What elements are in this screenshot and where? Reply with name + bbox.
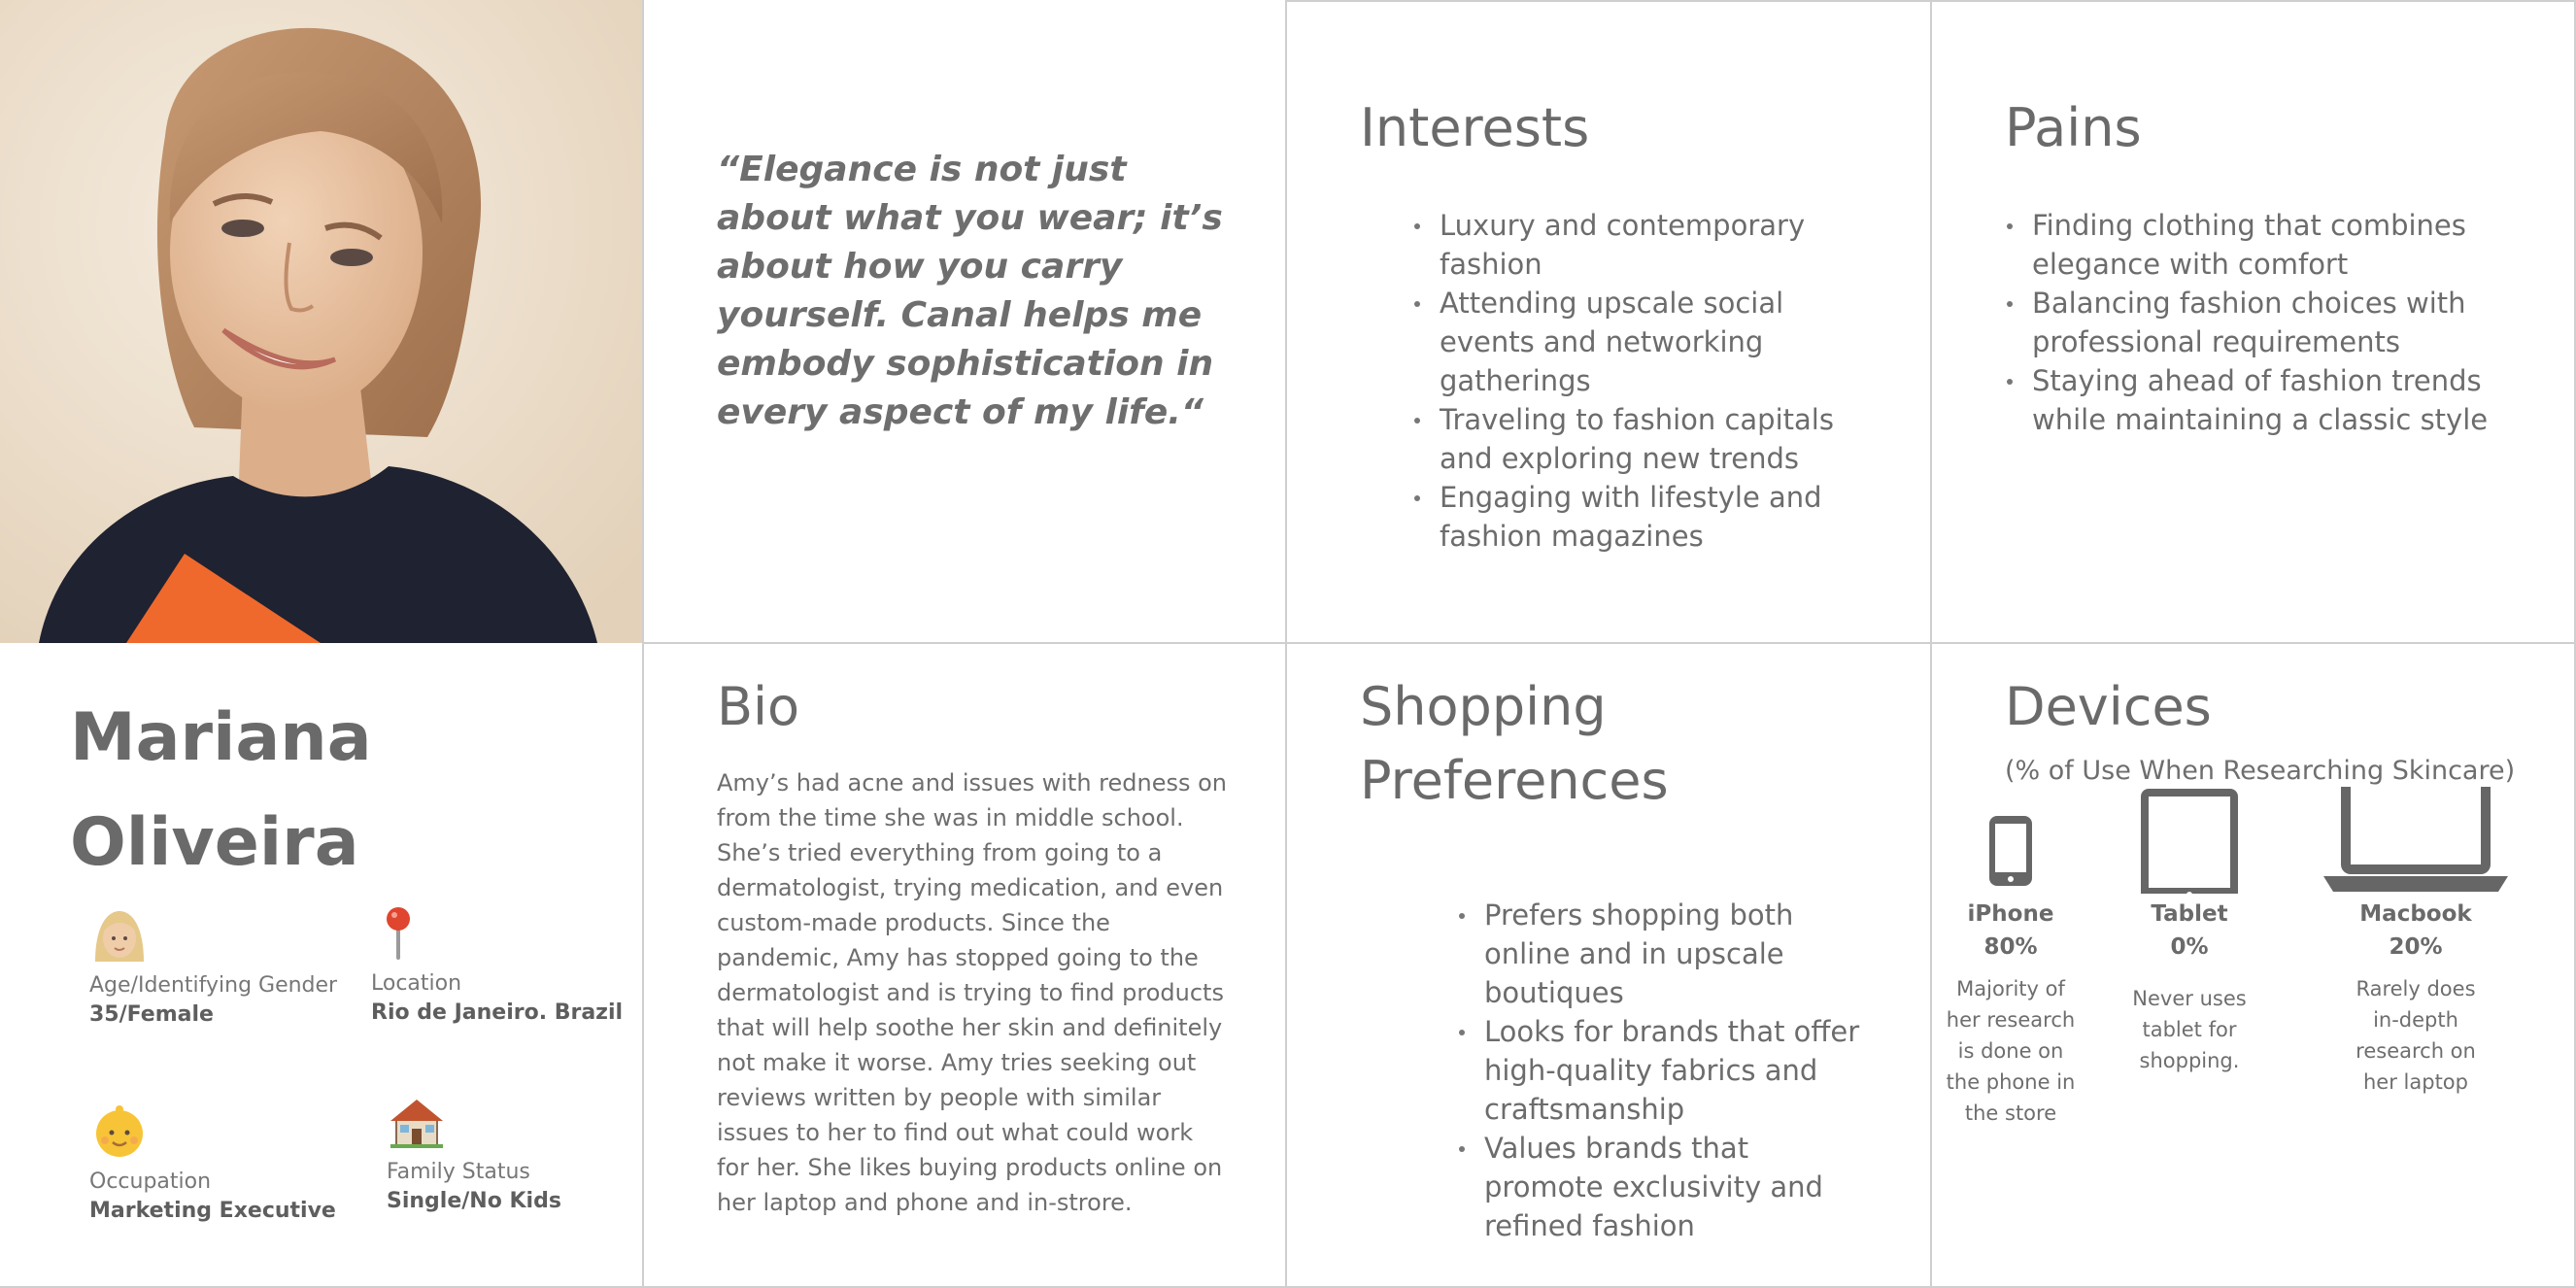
divider: [1285, 0, 1287, 1288]
attribute-age-gender: [89, 905, 337, 1030]
portrait-image: [0, 0, 643, 643]
persona-quote: “Elegance is not just about what you wear; it’s about how you carry yourself. Canal helps me embody sophistication in every aspect of my life.“: [717, 150, 1223, 432]
attribute-location: [371, 903, 623, 1028]
device-percent: 20%: [2389, 934, 2443, 960]
list-item: Values brands that promote exclusivity and refined fashion: [1457, 1129, 1865, 1245]
list-item: Traveling to fashion capitals and exploring new trends: [1412, 400, 1840, 478]
persona-name: [70, 686, 372, 896]
bio-text: Amy’s had acne and issues with redness on from the time she was in middle school. She’s tried everything from going to a dermatologist, trying medication, and even custom-made products. Since the pandemic, Amy has stopped going to the dermatologist and is trying to find products that will help soothe her skin and definitely not make it worse. Amy tries seeking out reviews written by people with similar issues to her to find out what could work for her. She likes buying products online on her laptop and phone and in-strore.: [717, 769, 1228, 1216]
device-tablet: [2121, 787, 2257, 1076]
profile-card: [0, 643, 643, 1288]
list-item: Attending upscale social events and networking gatherings: [1412, 284, 1840, 400]
pains-list: [2005, 206, 2510, 439]
devices-card: [1931, 643, 2576, 1288]
interests-card: [1286, 0, 1931, 643]
attribute-label: Age/Identifying Gender: [89, 973, 338, 998]
device-percent: 0%: [2170, 934, 2209, 960]
list-item: Engaging with lifestyle and fashion magazines: [1412, 478, 1840, 556]
last-name: Oliveira: [70, 804, 359, 881]
shopping-title-line2: Preferences: [1360, 750, 1669, 811]
bio-title: Bio: [717, 676, 800, 737]
list-item: Looks for brands that offer high-quality fabrics and craftsmanship: [1457, 1012, 1865, 1129]
phone-icon: [1943, 787, 2079, 894]
interests-title: Interests: [1360, 97, 1590, 158]
device-description: Rarely does in-depth research on her laptop: [2356, 977, 2476, 1094]
devices-subtitle: (% of Use When Researching Skincare): [2005, 756, 2516, 786]
attribute-label: Family Status: [387, 1160, 530, 1184]
attribute-value: 35/Female: [89, 1002, 214, 1027]
attribute-label: Occupation: [89, 1169, 212, 1194]
divider: [1930, 0, 1932, 1288]
attribute-label: Location: [371, 971, 462, 996]
attribute-occupation: [89, 1102, 336, 1226]
laptop-icon: [2323, 787, 2508, 894]
device-description: Majority of her research is done on the phone in the store: [1946, 977, 2076, 1125]
attribute-value: Single/No Kids: [387, 1189, 561, 1213]
list-item: Finding clothing that combines elegance with comfort: [2005, 206, 2510, 284]
device-name: Tablet: [2151, 901, 2228, 927]
device-macbook: [2323, 787, 2508, 1098]
device-name: Macbook: [2359, 901, 2472, 927]
tablet-icon: [2121, 787, 2257, 894]
devices-title: Devices: [2005, 676, 2212, 737]
shopping-list: [1457, 896, 1865, 1245]
persona-quote-card: [643, 0, 1286, 643]
pains-card: [1931, 0, 2576, 643]
list-item: Luxury and contemporary fashion: [1412, 206, 1840, 284]
person-icon: [89, 905, 150, 966]
device-percent: 80%: [1983, 934, 2038, 960]
attribute-value: Marketing Executive: [89, 1199, 336, 1223]
house-icon: [387, 1092, 447, 1152]
attribute-family-status: [387, 1092, 561, 1216]
first-name: Mariana: [70, 699, 372, 776]
list-item: Prefers shopping both online and in upscale boutiques: [1457, 896, 1865, 1012]
interests-list: [1412, 206, 1840, 556]
shopping-preferences-card: [1286, 643, 1931, 1288]
baby-icon: [89, 1102, 150, 1162]
device-iphone: [1943, 787, 2079, 1129]
divider: [1285, 0, 2576, 2]
divider: [643, 642, 2576, 644]
persona-photo: [0, 0, 643, 643]
pin-icon: [371, 903, 431, 964]
divider: [642, 0, 644, 1288]
shopping-title: [1360, 670, 1669, 818]
bio-card: [643, 643, 1286, 1288]
list-item: Balancing fashion choices with professional requirements: [2005, 284, 2510, 361]
shopping-title-line1: Shopping: [1360, 676, 1607, 737]
device-name: iPhone: [1967, 901, 2054, 927]
list-item: Staying ahead of fashion trends while maintaining a classic style: [2005, 361, 2510, 439]
device-description: Never uses tablet for shopping.: [2132, 987, 2247, 1072]
pains-title: Pains: [2005, 97, 2142, 158]
attribute-value: Rio de Janeiro. Brazil: [371, 1000, 624, 1025]
